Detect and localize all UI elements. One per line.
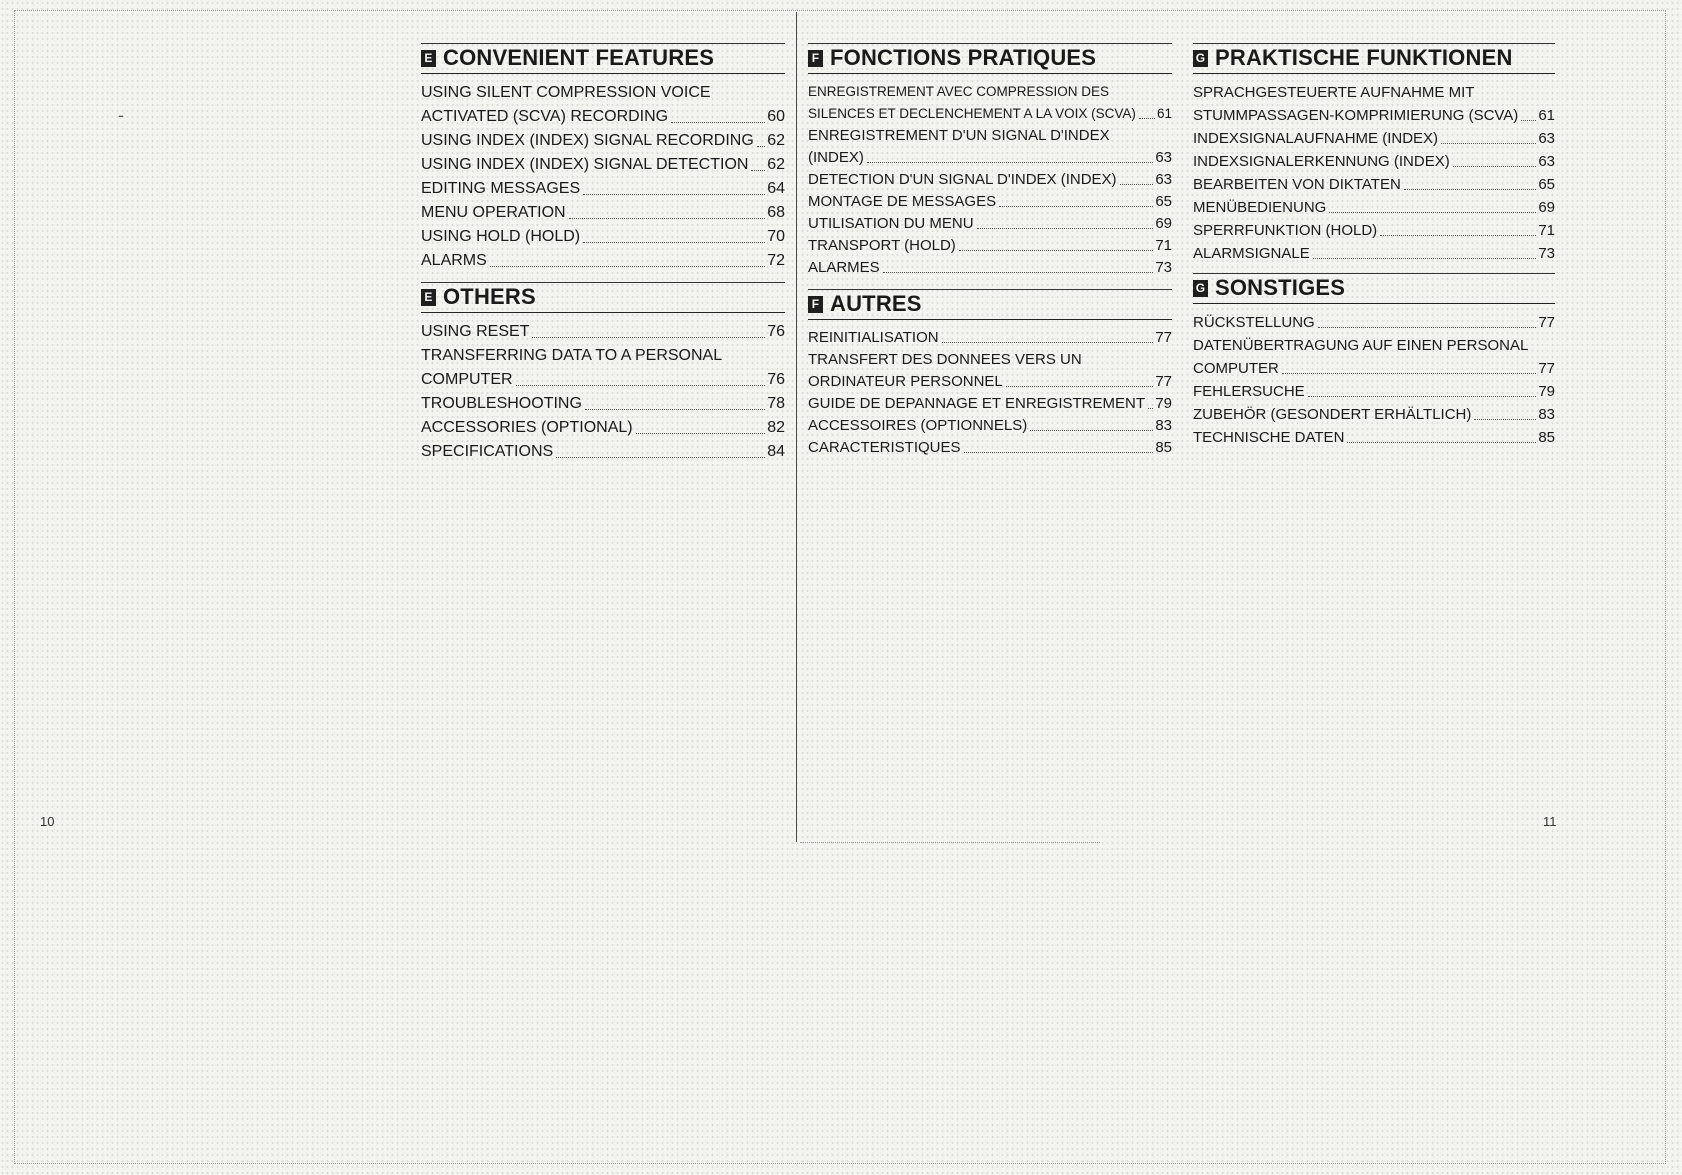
toc-entry[interactable]: [808, 393, 1172, 415]
toc-entry[interactable]: [808, 327, 1172, 349]
stray-mark: ـ: [119, 104, 124, 120]
toc-column-french: [808, 43, 1172, 459]
toc-entry-label: TROUBLESHOOTING: [421, 395, 582, 412]
toc-entry-page: 82: [767, 419, 785, 436]
toc-entry-page: 68: [767, 204, 785, 221]
toc-entry[interactable]: [421, 201, 785, 225]
section-title-text: FONCTIONS PRATIQUES: [830, 45, 1097, 70]
dot-leader: [490, 266, 765, 267]
toc-entry-page: 84: [767, 443, 785, 460]
section-title-others: [421, 282, 785, 313]
toc-entry-page: 61: [1156, 106, 1172, 121]
toc-entry[interactable]: [808, 235, 1172, 257]
toc-entry-page: 71: [1538, 222, 1555, 239]
toc-entry[interactable]: [1193, 311, 1555, 334]
toc-entry[interactable]: [1193, 426, 1555, 449]
dot-leader: [1318, 327, 1537, 328]
toc-entry-label: BEARBEITEN VON DIKTATEN: [1193, 176, 1401, 193]
toc-entry[interactable]: [808, 169, 1172, 191]
toc-entry-label: TRANSFERT DES DONNEES VERS UN: [808, 351, 1082, 368]
page-spine-divider: [796, 12, 797, 842]
toc-entry-label: ALARMSIGNALE: [1193, 245, 1310, 262]
toc-entry-label: COMPUTER: [421, 371, 513, 388]
section-title-praktische-funktionen: [1193, 43, 1555, 74]
toc-entry-page: 71: [1155, 237, 1172, 254]
toc-entry-page: 69: [1538, 199, 1555, 216]
dot-leader: [999, 206, 1153, 207]
toc-entry[interactable]: [421, 153, 785, 177]
toc-entry-label: DETECTION D'UN SIGNAL D'INDEX (INDEX): [808, 171, 1117, 188]
toc-entry-label: SPECIFICATIONS: [421, 443, 554, 460]
toc-entry[interactable]: [808, 437, 1172, 459]
toc-entry-label: ENREGISTREMENT D'UN SIGNAL D'INDEX: [808, 127, 1110, 144]
toc-entry-label: GUIDE DE DEPANNAGE ET ENREGISTREMENT: [808, 395, 1145, 412]
dot-leader: [959, 250, 1154, 251]
dot-leader: [757, 146, 765, 147]
dot-leader: [1521, 120, 1536, 121]
toc-entry-label: EDITING MESSAGES: [421, 180, 581, 197]
toc-entry[interactable]: [1193, 173, 1555, 196]
toc-entry-label: REINITIALISATION: [808, 329, 939, 346]
toc-entry[interactable]: [808, 349, 1172, 371]
toc-entry-label: DATENÜBERTRAGUNG AUF EINEN PERSONAL: [1193, 337, 1529, 354]
toc-entry-page: 83: [1155, 417, 1172, 434]
toc-entry-page: 73: [1538, 245, 1555, 262]
toc-entry-page: 79: [1155, 395, 1172, 412]
dot-leader: [1441, 143, 1536, 144]
toc-entry-label: SPERRFUNKTION (HOLD): [1193, 222, 1378, 239]
page-number-right: 11: [1543, 814, 1557, 829]
toc-entry-page: 65: [1155, 193, 1172, 210]
toc-entry-page: 77: [1155, 329, 1172, 346]
toc-entry[interactable]: [1193, 403, 1555, 426]
toc-entry[interactable]: [808, 147, 1172, 169]
dot-leader: [1404, 189, 1537, 190]
dot-leader: [1030, 430, 1153, 431]
section-title-text: OTHERS: [443, 284, 536, 309]
toc-entry[interactable]: [421, 320, 785, 344]
toc-entry[interactable]: [1193, 357, 1555, 380]
dot-leader: [671, 122, 765, 123]
toc-entry[interactable]: [808, 125, 1172, 147]
toc-entry-label: ORDINATEUR PERSONNEL: [808, 373, 1003, 390]
toc-entry[interactable]: [1193, 81, 1555, 104]
language-badge-icon: G: [1193, 50, 1208, 67]
toc-column-german: [1193, 43, 1555, 449]
language-badge-icon: F: [808, 296, 823, 313]
section-title-sonstiges: [1193, 273, 1555, 304]
dot-leader: [1139, 118, 1155, 119]
toc-entry-label: UTILISATION DU MENU: [808, 215, 974, 232]
toc-entry-page: 63: [1538, 153, 1555, 170]
toc-entry-page: 63: [1538, 130, 1555, 147]
dot-leader: [1308, 396, 1537, 397]
toc-entry[interactable]: [808, 213, 1172, 235]
toc-entry-label: ENREGISTREMENT AVEC COMPRESSION DES: [808, 84, 1110, 99]
toc-entry-page: 78: [767, 395, 785, 412]
toc-entry[interactable]: [421, 81, 785, 105]
toc-entry-page: 62: [767, 156, 785, 173]
toc-entry[interactable]: [421, 416, 785, 440]
toc-entry[interactable]: [1193, 196, 1555, 219]
language-badge-icon: G: [1193, 280, 1208, 297]
toc-entry-label: MENÜBEDIENUNG: [1193, 199, 1327, 216]
dot-leader: [1006, 386, 1154, 387]
toc-entry-label: FEHLERSUCHE: [1193, 383, 1305, 400]
toc-entry[interactable]: [421, 225, 785, 249]
dot-leader: [1329, 212, 1536, 213]
toc-entry-label: ALARMES: [808, 259, 880, 276]
toc-entry[interactable]: [421, 177, 785, 201]
toc-entry-label: INDEXSIGNALERKENNUNG (INDEX): [1193, 153, 1450, 170]
toc-entry[interactable]: [808, 81, 1172, 103]
dot-leader: [867, 162, 1153, 163]
toc-entry[interactable]: [808, 103, 1172, 125]
toc-entry-page: 69: [1155, 215, 1172, 232]
section-title-autres: [808, 289, 1172, 320]
toc-entry[interactable]: [1193, 127, 1555, 150]
dot-leader: [636, 433, 766, 434]
toc-entry[interactable]: [1193, 242, 1555, 265]
toc-entry[interactable]: [808, 415, 1172, 437]
dot-leader: [569, 218, 766, 219]
toc-entry[interactable]: [1193, 150, 1555, 173]
toc-entry-page: 77: [1538, 360, 1555, 377]
section-title-text: SONSTIGES: [1215, 275, 1346, 300]
toc-entry-label: INDEXSIGNALAUFNAHME (INDEX): [1193, 130, 1439, 147]
toc-entry-label: ACCESSOIRES (OPTIONNELS): [808, 417, 1028, 434]
toc-entry-page: 79: [1538, 383, 1555, 400]
dot-leader: [556, 457, 765, 458]
language-badge-icon: F: [808, 50, 823, 67]
toc-entry-page: 76: [767, 371, 785, 388]
toc-entry-label: TECHNISCHE DATEN: [1193, 429, 1345, 446]
toc-entry-label: USING RESET: [421, 323, 530, 340]
toc-entry-page: 85: [1538, 429, 1555, 446]
spine-foot-rule: [800, 842, 1100, 843]
toc-entry-page: 77: [1538, 314, 1555, 331]
section-title-fonctions-pratiques: [808, 43, 1172, 74]
toc-entry-page: 70: [767, 228, 785, 245]
toc-entry-label: USING INDEX (INDEX) SIGNAL RECORDING: [421, 132, 754, 149]
toc-entry[interactable]: [1193, 334, 1555, 357]
dot-leader: [964, 452, 1154, 453]
toc-entry-label: USING SILENT COMPRESSION VOICE: [421, 84, 711, 101]
toc-entry-page: 77: [1155, 373, 1172, 390]
toc-entry[interactable]: [421, 249, 785, 273]
toc-entry-label: COMPUTER: [1193, 360, 1279, 377]
section-title-text: CONVENIENT FEATURES: [443, 45, 715, 70]
toc-entry-label: TRANSPORT (HOLD): [808, 237, 956, 254]
toc-entry-label: TRANSFERRING DATA TO A PERSONAL: [421, 347, 723, 364]
toc-entry-label: MONTAGE DE MESSAGES: [808, 193, 997, 210]
toc-entry-label: ACTIVATED (SCVA) RECORDING: [421, 108, 669, 125]
dot-leader: [1474, 419, 1536, 420]
dot-leader: [1347, 442, 1536, 443]
toc-entry-page: 73: [1155, 259, 1172, 276]
toc-entry-label: USING INDEX (INDEX) SIGNAL DETECTION: [421, 156, 749, 173]
language-badge-icon: E: [421, 289, 436, 306]
toc-entry-page: 63: [1155, 171, 1172, 188]
toc-entry-label: (INDEX): [808, 149, 864, 166]
toc-entry-page: 60: [767, 108, 785, 125]
toc-entry-label: SPRACHGESTEUERTE AUFNAHME MIT: [1193, 84, 1475, 101]
toc-entry-label: SILENCES ET DECLENCHEMENT A LA VOIX (SCVA): [808, 106, 1136, 121]
dot-leader: [583, 194, 765, 195]
page-number-left: 10: [40, 814, 55, 829]
toc-entry-label: ZUBEHÖR (GESONDERT ERHÄLTLICH): [1193, 406, 1472, 423]
toc-entry[interactable]: [1193, 380, 1555, 403]
toc-entry-label: ACCESSORIES (OPTIONAL): [421, 419, 633, 436]
toc-entry[interactable]: [421, 105, 785, 129]
dot-leader: [532, 337, 765, 338]
toc-entry[interactable]: [808, 371, 1172, 393]
dot-leader: [1120, 184, 1154, 185]
section-title-convenient-features: [421, 43, 785, 74]
dot-leader: [1148, 408, 1153, 409]
dot-leader: [942, 342, 1154, 343]
toc-entry-page: 62: [767, 132, 785, 149]
toc-entry-label: STUMMPASSAGEN-KOMPRIMIERUNG (SCVA): [1193, 107, 1519, 124]
toc-entry-label: ALARMS: [421, 252, 487, 269]
toc-entry[interactable]: [421, 129, 785, 153]
dot-leader: [977, 228, 1154, 229]
toc-entry-label: USING HOLD (HOLD): [421, 228, 581, 245]
toc-entry-page: 72: [767, 252, 785, 269]
dot-leader: [1313, 258, 1537, 259]
toc-column-english: [421, 43, 785, 464]
section-title-text: PRAKTISCHE FUNKTIONEN: [1215, 45, 1513, 70]
toc-entry-page: 76: [767, 323, 785, 340]
toc-entry[interactable]: [421, 392, 785, 416]
dot-leader: [583, 242, 765, 243]
dot-leader: [751, 170, 765, 171]
toc-entry-label: CARACTERISTIQUES: [808, 439, 961, 456]
section-title-text: AUTRES: [830, 291, 922, 316]
toc-entry-page: 85: [1155, 439, 1172, 456]
toc-entry[interactable]: [421, 440, 785, 464]
toc-entry-page: 64: [767, 180, 785, 197]
toc-entry[interactable]: [421, 368, 785, 392]
toc-entry-label: RÜCKSTELLUNG: [1193, 314, 1315, 331]
language-badge-icon: E: [421, 50, 436, 67]
dot-leader: [516, 385, 766, 386]
toc-entry-page: 63: [1155, 149, 1172, 166]
toc-entry-page: 65: [1538, 176, 1555, 193]
dot-leader: [1282, 373, 1536, 374]
toc-entry-page: 83: [1538, 406, 1555, 423]
toc-entry[interactable]: [1193, 104, 1555, 127]
toc-entry[interactable]: [808, 191, 1172, 213]
toc-entry[interactable]: [808, 257, 1172, 279]
toc-entry[interactable]: [421, 344, 785, 368]
toc-entry-label: MENU OPERATION: [421, 204, 566, 221]
dot-leader: [1453, 166, 1537, 167]
dot-leader: [585, 409, 765, 410]
toc-entry[interactable]: [1193, 219, 1555, 242]
toc-entry-page: 61: [1538, 107, 1555, 124]
dot-leader: [1380, 235, 1536, 236]
dot-leader: [883, 272, 1154, 273]
